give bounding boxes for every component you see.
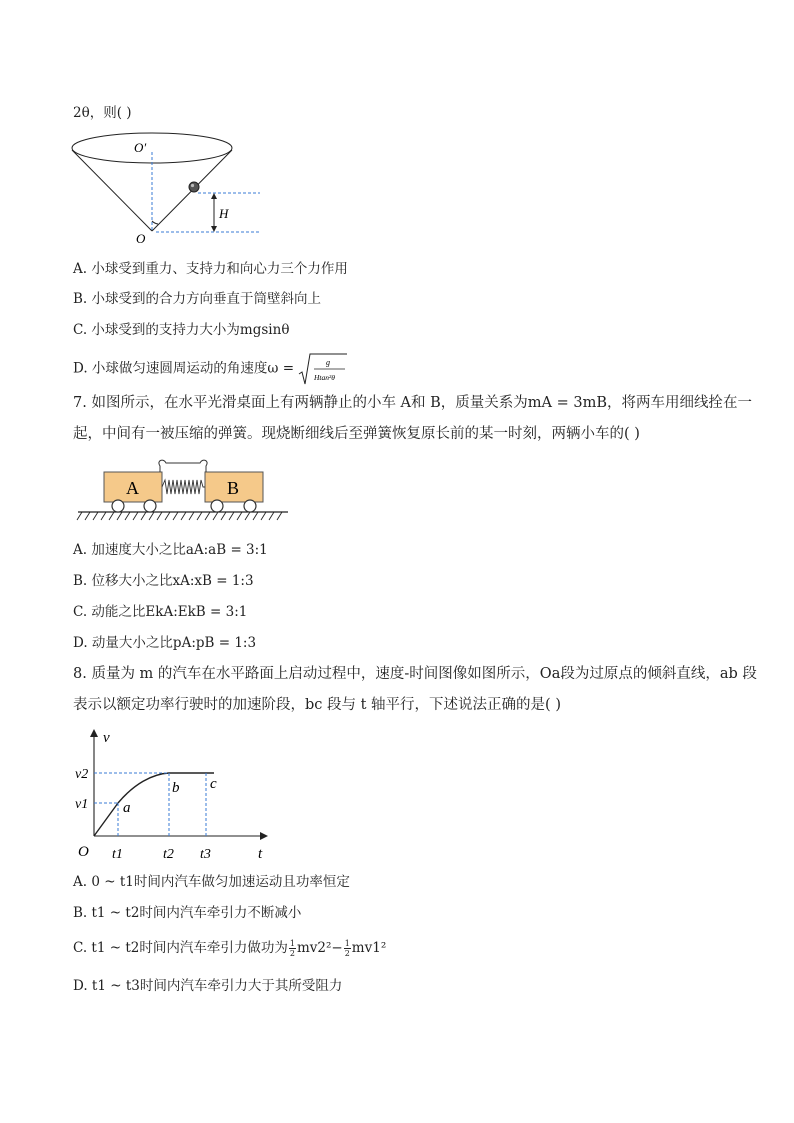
q7-option-b: B. 位移大小之比xA:xB = 1:3 xyxy=(73,573,254,589)
cone-left-edge xyxy=(72,150,152,231)
cart-a-label: A xyxy=(126,478,139,498)
fraction-half-1: $\frac{1}{2}$ xyxy=(289,939,295,958)
ball xyxy=(189,182,199,192)
height-arrow-head-top xyxy=(211,193,217,199)
point-b-label: b xyxy=(172,780,180,796)
t3-label: t3 xyxy=(200,847,211,862)
axis-v-label: v xyxy=(103,730,110,746)
q8-option-b: B. t1 ~ t2时间内汽车牵引力不断减小 xyxy=(73,905,302,921)
cart-a-wheel-right xyxy=(144,500,156,512)
vt-graph xyxy=(74,726,274,866)
axis-t-label: t xyxy=(258,846,263,862)
q6-option-c: C. 小球受到的支持力大小为mgsinθ xyxy=(73,322,290,338)
label-h: H xyxy=(219,206,229,221)
q7-option-a: A. 加速度大小之比aA:aB = 3:1 xyxy=(73,542,268,558)
q6-stem-tail: 2θ，则( ) xyxy=(73,105,132,121)
sqrt-numerator: g xyxy=(326,358,331,367)
compressed-spring xyxy=(162,480,205,494)
q8-option-a: A. 0 ~ t1时间内汽车做匀加速运动且功率恒定 xyxy=(73,874,350,890)
q7-option-c: C. 动能之比EkA:EkB = 3:1 xyxy=(73,604,248,620)
carts-figure xyxy=(76,456,291,524)
v1-label: v1 xyxy=(75,797,89,812)
cart-b-wheel-right xyxy=(244,500,256,512)
q7-stem-line1: 7. 如图所示，在水平光滑桌面上有两辆静止的小车 A和 B，质量关系为mA = 3mB，将两车用细线拴在一 xyxy=(73,395,753,411)
t1-label: t1 xyxy=(112,847,123,862)
thread xyxy=(159,460,207,472)
cart-b-label: B xyxy=(227,478,240,498)
q8-option-c xyxy=(73,938,386,958)
point-c-label: c xyxy=(210,776,217,792)
q7-stem-line2: 起，中间有一被压缩的弹簧。现烧断细线后至弹簧恢复原长前的某一时刻，两辆小车的( ) xyxy=(73,426,640,442)
q6-option-d-prefix: D. 小球做匀速圆周运动的角速度ω = xyxy=(73,360,299,377)
v-axis-arrow xyxy=(90,729,98,737)
label-o-prime: O′ xyxy=(134,140,147,155)
label-o: O xyxy=(136,231,146,246)
ground-hatch xyxy=(77,512,282,520)
height-arrow-head-bottom xyxy=(211,226,217,232)
cone-figure xyxy=(70,128,270,248)
q6-option-d xyxy=(73,352,348,386)
q6-option-b: B. 小球受到的合力方向垂直于筒壁斜向上 xyxy=(73,291,322,307)
q8-stem-line2: 表示以额定功率行驶时的加速阶段，bc 段与 t 轴平行，下述说法正确的是( ) xyxy=(73,697,561,713)
cart-a-wheel-left xyxy=(112,500,124,512)
q7-option-d: D. 动量大小之比pA:pB = 1:3 xyxy=(73,635,257,651)
angle-arc xyxy=(152,221,158,224)
fraction-half-2: $\frac{1}{2}$ xyxy=(344,939,350,958)
point-a-label: a xyxy=(123,800,131,816)
q6-option-a: A. 小球受到重力、支持力和向心力三个力作用 xyxy=(73,261,348,277)
q8-option-c-prefix: C. t1 ~ t2时间内汽车牵引力做功为 xyxy=(73,940,288,956)
q8-option-d: D. t1 ~ t3时间内汽车牵引力大于其所受阻力 xyxy=(73,978,343,994)
q8-option-c-tail: mv1² xyxy=(351,940,387,956)
q8-stem-line1: 8. 质量为 m 的汽车在水平路面上启动过程中，速度-时间图像如图所示，Oa段为过原点的倾斜直线，ab 段 xyxy=(73,666,757,682)
sqrt-denominator: Htan²θ xyxy=(314,373,336,382)
sqrt-expression xyxy=(298,352,348,386)
v2-label: v2 xyxy=(75,767,89,782)
t2-label: t2 xyxy=(163,847,174,862)
origin-label: O xyxy=(78,844,89,860)
t-axis-arrow xyxy=(260,832,268,840)
cart-b-wheel-left xyxy=(211,500,223,512)
q8-option-c-mid: mv2²− xyxy=(296,940,343,956)
velocity-curve xyxy=(94,773,214,836)
